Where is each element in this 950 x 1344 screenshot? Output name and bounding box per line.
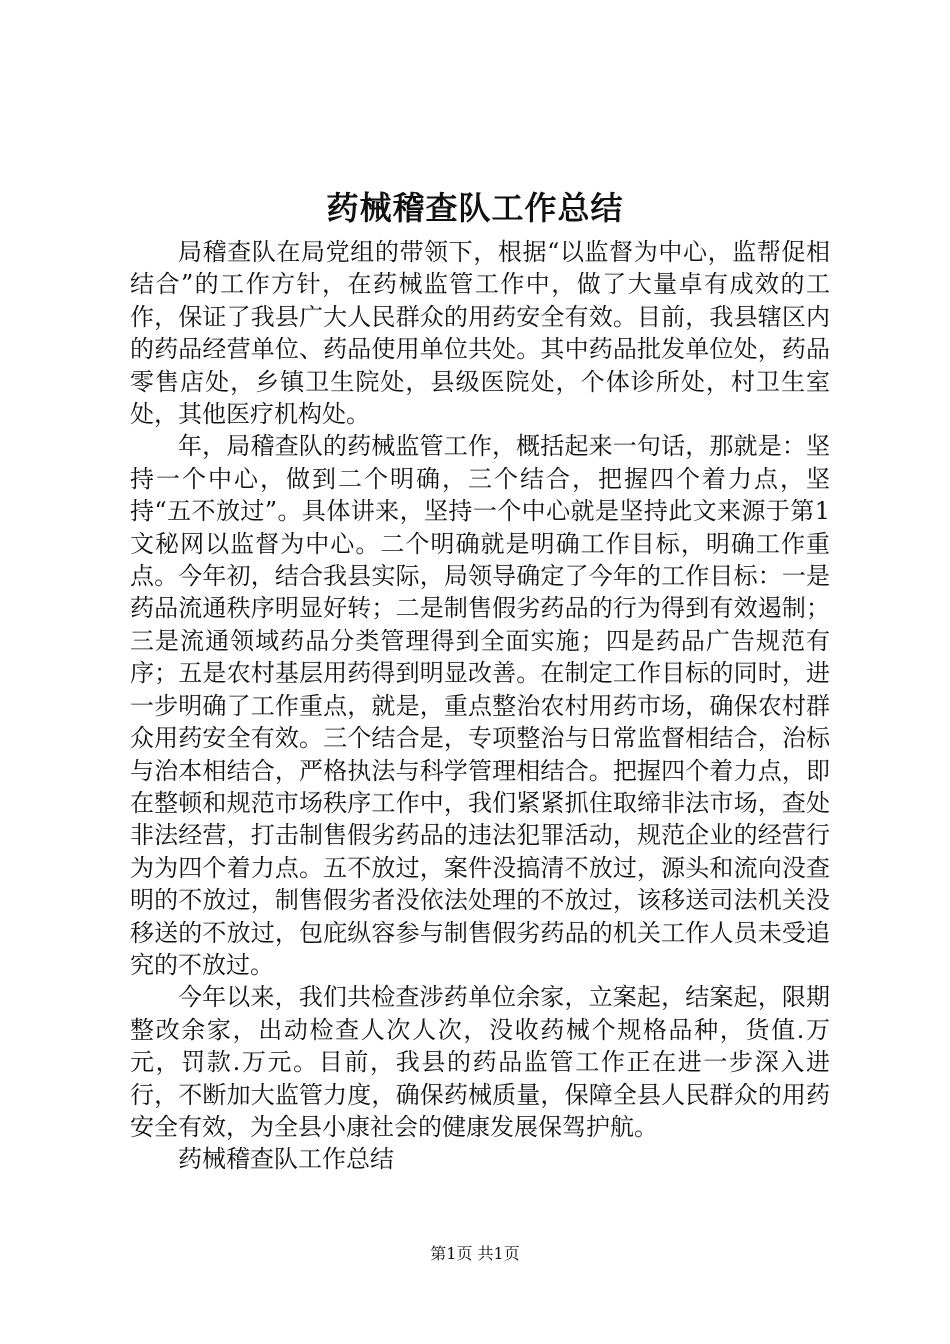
page-number-footer: 第1页 共1页	[430, 1244, 520, 1263]
document-body	[130, 236, 830, 1176]
paragraph-closing-title: 药械稽查队工作总结	[178, 1145, 394, 1174]
document-title: 药械稽查队工作总结	[326, 189, 624, 227]
paragraph-intro: 局稽查队在局党组的带领下，根据“以监督为中心，监帮促相结合”的工作方针，在药械监管工作中，做了大量卓有成效的工作，保证了我县广大人民群众的用药安全有效。目前，我县辖区内的药品经营单位、药品使用单位共处。其中药品批发单位处，药品零售店处，乡镇卫生院处，县级医院处，个体诊所处，村卫生室处，其他医疗机构处。	[130, 238, 830, 429]
paragraph-results: 今年以来，我们共检查涉药单位余家，立案起，结案起，限期整改余家，出动检查人次人次，没收药械个规格品种，货值.万元，罚款.万元。目前，我县的药品监管工作正在进一步深入进行，不断加大监管力度，确保药械质量，保障全县人民群众的用药安全有效，为全县小康社会的健康发展保驾护航。	[130, 983, 830, 1141]
paragraph-work-summary: 年，局稽查队的药械监管工作，概括起来一句话，那就是：坚持一个中心，做到二个明确，三个结合，把握四个着力点，坚持“五不放过”。具体讲来，坚持一个中心就是坚持此文来源于第1文秘网以监督为中心。二个明确就是明确工作目标，明确工作重点。今年初，结合我县实际，局领导确定了今年的工作目标：一是药品流通秩序明显好转；二是制售假劣药品的行为得到有效遏制；三是流通领域药品分类管理得到全面实施；四是药品广告规范有序；五是农村基层用药得到明显改善。在制定工作目标的同时，进一步明确了工作重点，就是，重点整治农村用药市场，确保农村群众用药安全有效。三个结合是，专项整治与日常监督相结合，治标与治本相结合，严格执法与科学管理相结合。把握四个着力点，即在整顿和规范市场秩序工作中，我们紧紧抓住取缔非法市场，查处非法经营，打击制售假劣药品的违法犯罪活动，规范企业的经营行为为四个着力点。五不放过，案件没搞清不放过，源头和流向没查明的不放过，制售假劣者没依法处理的不放过，该移送司法机关没移送的不放过，包庇纵容参与制售假劣药品的机关工作人员未受追究的不放过。	[130, 432, 830, 979]
